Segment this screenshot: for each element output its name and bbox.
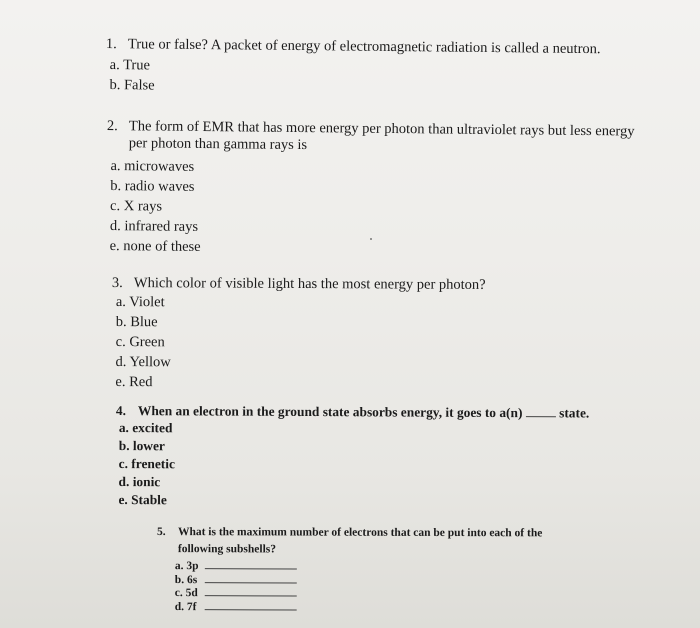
question-3	[111, 275, 485, 394]
option-b: b. False	[109, 77, 155, 94]
option-d: d. infrared rays	[109, 218, 199, 235]
subshell-row	[175, 601, 542, 616]
option-b: b. Blue	[115, 314, 158, 331]
question-number: 4.	[115, 403, 127, 419]
option-a: a. excited	[118, 420, 173, 436]
question-text-before-blank: When an electron in the ground state absorbs energy, it goes to a(n)	[137, 403, 523, 421]
option-a: a. 3p	[174, 560, 199, 573]
option-c: c. 5d	[174, 587, 198, 600]
option-e: e. Red	[115, 374, 153, 391]
subshell-row	[175, 587, 542, 602]
answer-blank	[205, 595, 297, 596]
question-text-line-2: per photon than gamma rays is	[128, 135, 308, 154]
question-text-after-blank: state.	[559, 405, 590, 421]
option-e: e. none of these	[109, 238, 201, 255]
question-4	[115, 402, 589, 511]
option-d: d. Yellow	[115, 354, 171, 371]
option-d: d. 7f	[174, 600, 197, 613]
question-number: 3.	[111, 275, 123, 292]
question-text-line-2: following subshells?	[177, 543, 277, 556]
option-d: d. ionic	[118, 474, 161, 490]
question-text: True or false? A packet of energy of electromagnetic radiation is called a neutron.	[127, 36, 601, 58]
subshell-row	[175, 560, 542, 575]
answer-blank	[205, 582, 297, 583]
question-4-stem	[116, 402, 589, 421]
question-text	[138, 402, 589, 421]
question-5-stem	[157, 524, 542, 559]
question-number: 5.	[156, 526, 166, 539]
question-3-stem	[112, 275, 486, 294]
option-c: c. Green	[115, 334, 165, 351]
question-text-line-1: The form of EMR that has more energy per photon than ultraviolet rays but less energy	[128, 118, 635, 140]
option-e: e. Stable	[118, 492, 167, 508]
question-text	[129, 118, 635, 157]
question-number: 1.	[105, 36, 117, 53]
question-1	[105, 36, 600, 100]
option-a: a. True	[109, 57, 151, 74]
option-a: a. Violet	[115, 294, 165, 311]
answer-blank	[205, 609, 297, 610]
question-number: 2.	[106, 118, 118, 135]
answer-blank	[205, 568, 297, 569]
option-b: b. radio waves	[110, 178, 195, 195]
option-b: b. 6s	[174, 573, 198, 586]
answer-blank	[526, 416, 556, 417]
question-text-line-1: What is the maximum number of electrons that can be put into each of the	[177, 526, 543, 540]
subshell-row	[175, 574, 542, 589]
question-text: Which color of visible light has the most energy per photon?	[133, 275, 486, 293]
option-c: c. X rays	[109, 198, 163, 215]
option-a: a. microwaves	[110, 158, 195, 175]
stray-mark	[370, 238, 372, 240]
question-text	[178, 524, 542, 559]
question-5	[157, 524, 543, 615]
option-c: c. frenetic	[118, 456, 175, 472]
option-b: b. lower	[118, 438, 165, 454]
question-2-stem	[107, 118, 635, 158]
